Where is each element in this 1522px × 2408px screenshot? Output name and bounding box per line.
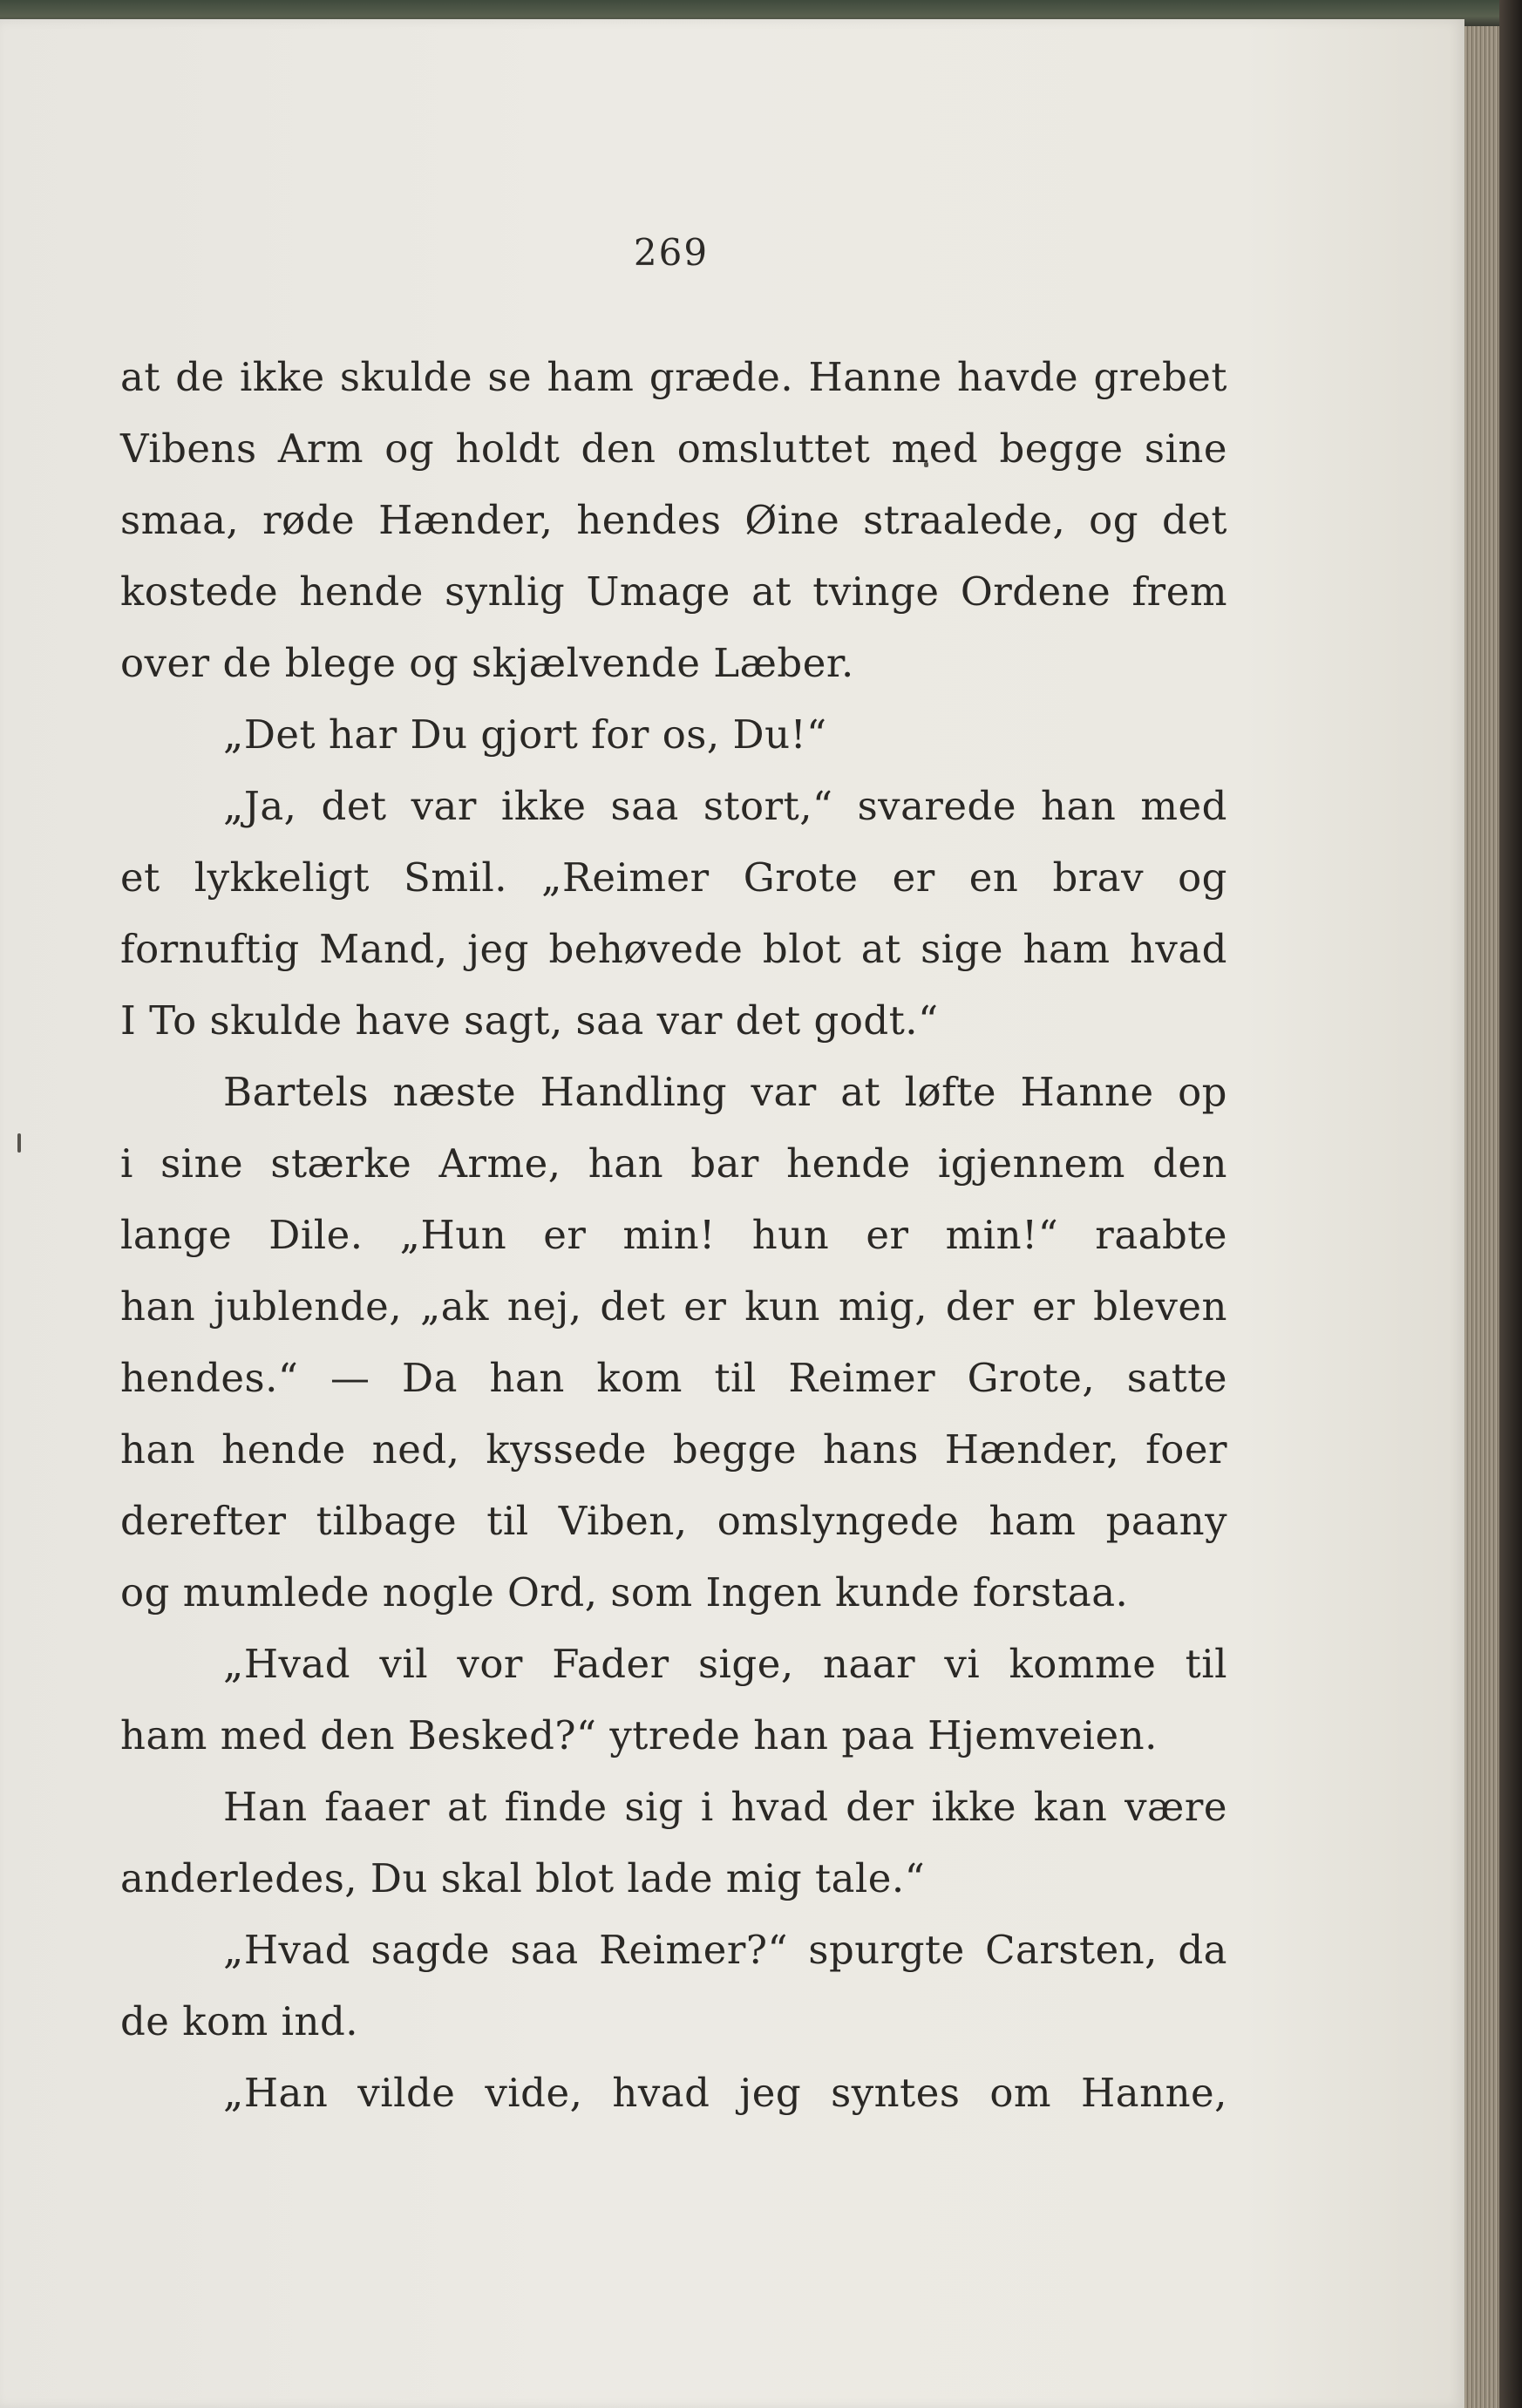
text-line: anderledes, Du skal blot lade mig tale.“ [120, 1855, 926, 1901]
text-line: lange Dile. „Hun er min! hun er min!“ raabte [120, 1212, 1227, 1258]
text-line: Han faaer at finde sig i hvad der ikke kan være [223, 1784, 1227, 1830]
text-line: over de blege og skjælvende Læber. [120, 640, 854, 686]
text-line: i sine stærke Arme, han bar hende igjennem den [120, 1140, 1227, 1187]
text-line: „Hvad sagde saa Reimer?“ spurgte Carsten, da [223, 1927, 1227, 1973]
text-line: „Hvad vil vor Fader sige, naar vi komme til [223, 1641, 1227, 1687]
text-line: ham med den Besked?“ ytrede han paa Hjemveien. [120, 1712, 1158, 1758]
text-line: fornuftig Mand, jeg behøvede blot at sige ham hvad [120, 926, 1227, 972]
text-line: „Han vilde vide, hvad jeg syntes om Hanne, [223, 2070, 1227, 2116]
page-number: 269 [633, 231, 710, 274]
text-line: derefter tilbage til Viben, omslyngede ham paany [120, 1498, 1227, 1544]
text-line: Vibens Arm og holdt den omsluttet med begge sine [120, 425, 1227, 472]
text-line: Bartels næste Handling var at løfte Hanne op [223, 1069, 1227, 1115]
page-edges [1464, 26, 1499, 2408]
text-line: „Det har Du gjort for os, Du!“ [223, 711, 827, 758]
text-line: smaa, røde Hænder, hendes Øine straalede, og det [120, 497, 1227, 543]
text-line: „Ja, det var ikke saa stort,“ svarede han med [223, 783, 1227, 829]
paper-fleck [17, 1133, 21, 1153]
text-line: han jublende, „ak nej, det er kun mig, der er bleven [120, 1283, 1227, 1330]
book-spine-shadow [1499, 0, 1522, 2408]
text-line: at de ikke skulde se ham græde. Hanne havde grebet [120, 354, 1227, 400]
text-line: hendes.“ — Da han kom til Reimer Grote, satte [120, 1355, 1227, 1401]
text-line: han hende ned, kyssede begge hans Hænder, foer [120, 1426, 1227, 1473]
text-line: et lykkeligt Smil. „Reimer Grote er en brav og [120, 854, 1227, 901]
text-line: I To skulde have sagt, saa var det godt.“ [120, 997, 939, 1044]
text-line: og mumlede nogle Ord, som Ingen kunde forstaa. [120, 1569, 1129, 1616]
text-line: de kom ind. [120, 1998, 359, 2044]
text-line: kostede hende synlig Umage at tvinge Ordene frem [120, 568, 1227, 615]
body-text [120, 342, 1227, 2129]
